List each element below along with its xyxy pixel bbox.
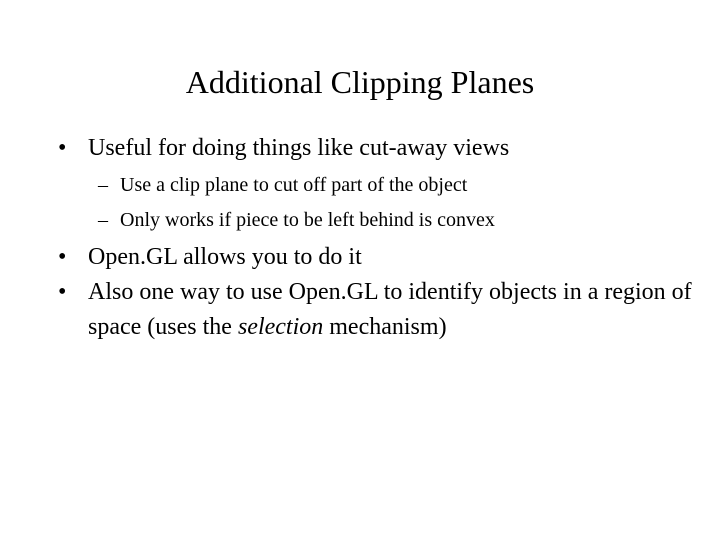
bullet-text: Open.GL allows you to do it bbox=[88, 244, 362, 270]
sub-bullet-text: Use a clip plane to cut off part of the object bbox=[120, 174, 468, 196]
bullet-marker: • bbox=[58, 244, 67, 270]
bullet-item bbox=[58, 275, 698, 345]
sub-bullet-marker: – bbox=[98, 174, 108, 196]
sub-bullet-item bbox=[98, 205, 698, 235]
slide-title: Additional Clipping Planes bbox=[185, 64, 535, 100]
sub-bullet-item bbox=[98, 170, 698, 200]
bullet-item bbox=[58, 131, 698, 166]
bullet-marker: • bbox=[58, 279, 67, 305]
bullet-text-before: Also one way to use Open.GL to identify objects in a region of space (uses the bbox=[88, 279, 692, 340]
bullet-text-emphasis: selection bbox=[237, 314, 324, 340]
bullet-text: Useful for doing things like cut-away views bbox=[88, 135, 510, 161]
bullet-text bbox=[88, 275, 698, 345]
sub-bullet-text: Only works if piece to be left behind is convex bbox=[120, 209, 495, 231]
bullet-marker: • bbox=[58, 135, 67, 161]
bullet-text-after: mechanism) bbox=[323, 314, 447, 340]
sub-bullet-marker: – bbox=[98, 209, 108, 231]
bullet-item bbox=[58, 240, 698, 275]
